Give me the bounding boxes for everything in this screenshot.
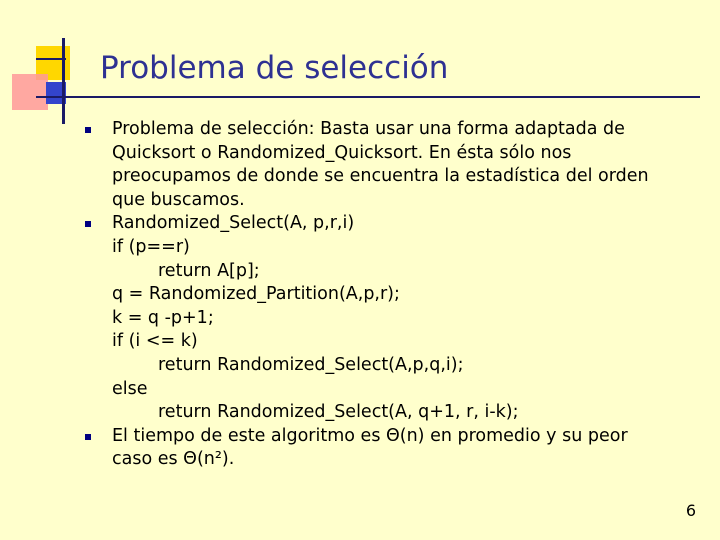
text-line: preocupamos de donde se encuentra la estadística del orden [112,166,649,187]
code-line: k = q -p+1; [112,307,214,328]
code-line: return A[p]; [158,260,260,281]
square-bullet-icon [85,127,91,133]
code-line: return Randomized_Select(A, q+1, r, i-k); [158,402,519,423]
bullet-item-problem [80,118,700,212]
code-line: else [112,378,148,399]
code-line: return Randomized_Select(A,p,q,i); [158,354,464,375]
code-line: Randomized_Select(A, p,r,i) [112,213,355,234]
title-underline [36,96,700,98]
text-line: Quicksort o Randomized_Quicksort. En ésta sólo nos [112,142,572,163]
text-line: Problema de selección: Basta usar una forma adaptada de [112,119,625,139]
bullet-item-code [80,212,700,424]
text-line: El tiempo de este algoritmo es Θ(n) en promedio y su peor [112,425,628,446]
code-line: if (i <= k) [112,331,198,352]
text-line: caso es Θ(n²). [112,449,235,470]
decorative-square-pink [12,74,48,110]
code-line: if (p==r) [112,236,190,257]
slide-title: Problema de selección [100,50,449,86]
decorative-horizontal-line-top [36,58,66,60]
code-line: q = Randomized_Partition(A,p,r); [112,284,400,305]
slide-body [80,118,700,472]
decorative-vertical-line [62,38,65,124]
bullet-item-complexity [80,425,700,472]
text-line: que buscamos. [112,189,245,210]
page-number: 6 [685,501,696,520]
square-bullet-icon [85,221,91,227]
square-bullet-icon [85,434,91,440]
